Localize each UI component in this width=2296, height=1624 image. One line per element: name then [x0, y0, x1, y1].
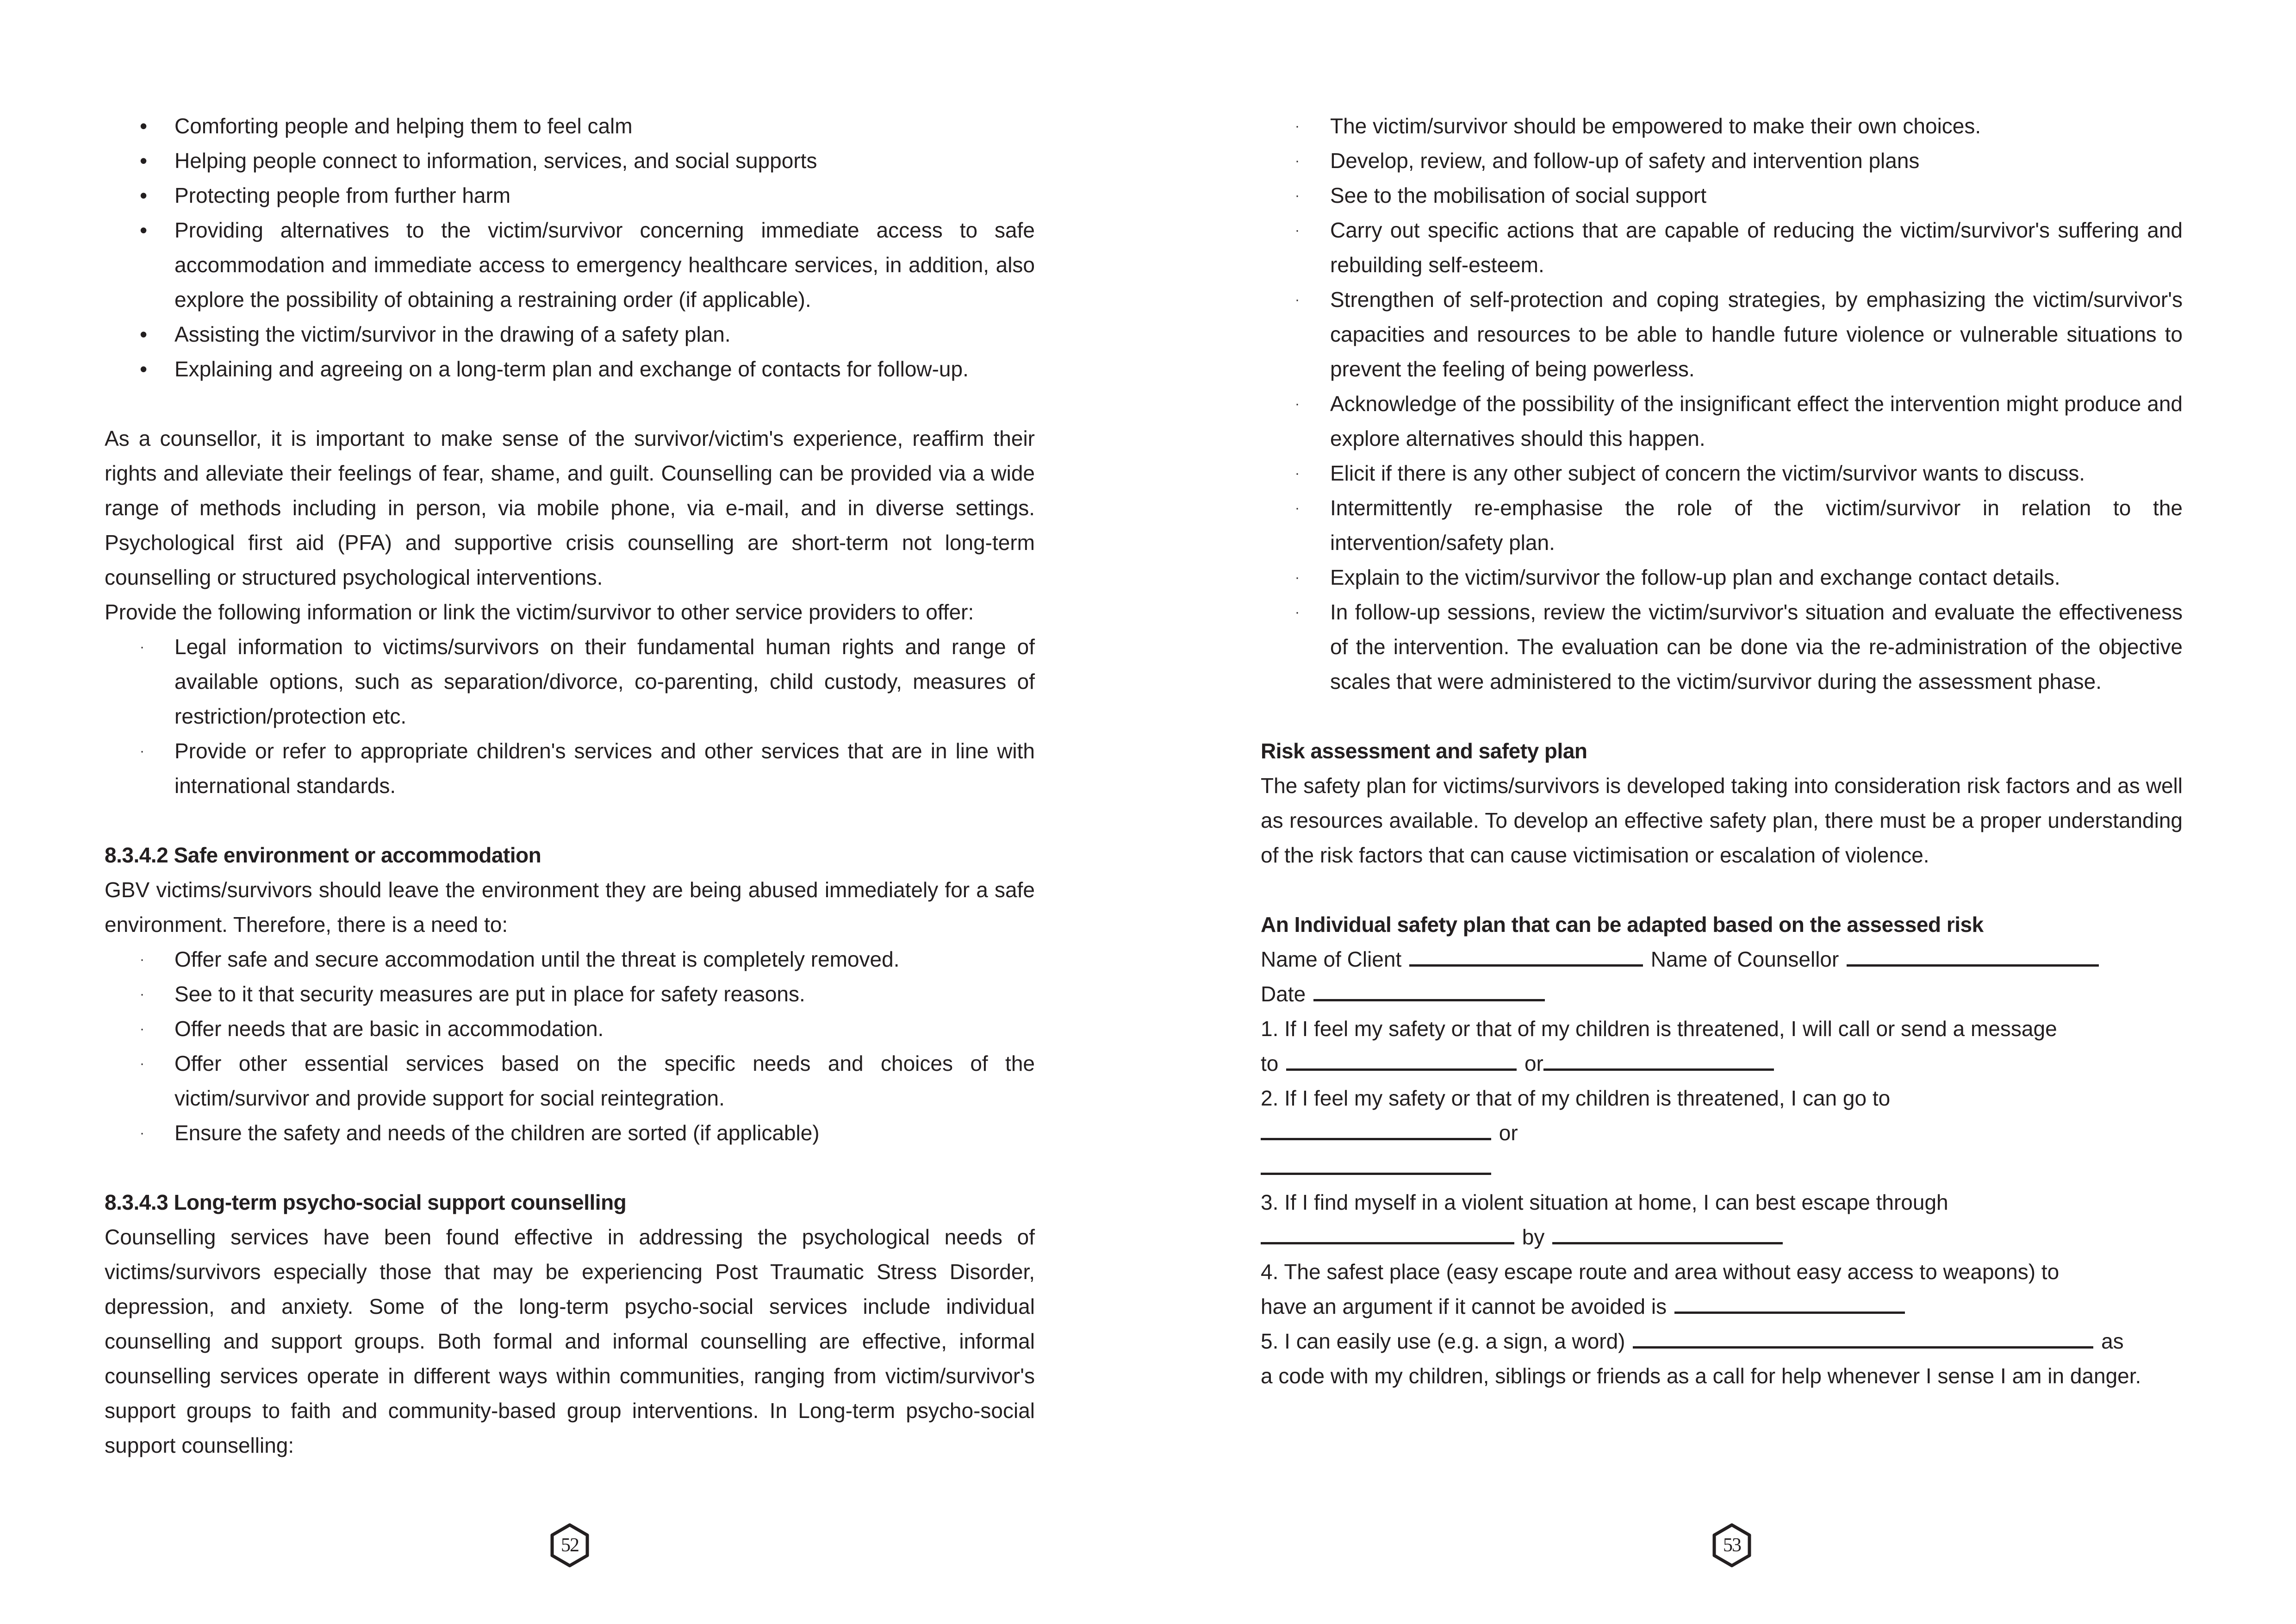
bullet-icon: · — [140, 639, 144, 655]
name-of-counsellor-label: Name of Counsellor — [1650, 947, 1839, 971]
list-item: · Ensure the safety and needs of the children are sorted (if applicable) — [105, 1116, 1035, 1150]
page-number: 52 — [561, 1535, 579, 1556]
q2-place-field-2[interactable] — [1261, 1151, 1491, 1175]
bullet-icon: • — [140, 357, 148, 381]
question-4-answer-row: have an argument if it cannot be avoided is — [1261, 1289, 2183, 1324]
name-of-counsellor-field[interactable] — [1847, 943, 2099, 967]
list-item: · Offer needs that are basic in accommodation. — [105, 1012, 1035, 1046]
bullet-icon: • — [140, 149, 148, 173]
page-number: 53 — [1723, 1535, 1741, 1556]
list-item: • Providing alternatives to the victim/survivor concerning immediate access to safe accommodation and immediate access to emergency healthcare services, in addition, also explore the possibility of obtaining a restraining order (if applicable). — [105, 213, 1035, 317]
bullet-icon: • — [140, 183, 148, 207]
question-2-answer-row: or — [1261, 1116, 2183, 1150]
list-item: · The victim/survivor should be empowered to make their own choices. — [1261, 109, 2183, 144]
date-field[interactable] — [1313, 978, 1545, 1001]
counsellor-paragraph: As a counsellor, it is important to make sense of the survivor/victim's experience, reaffirm their rights and alleviate their feelings of fear, shame, and guilt. Counselling can be provided via a wide range of methods including in person, via mobile phone, via e-mail, and in diverse settings. Psychological first aid (PFA) and supportive crisis counselling are short-term not long-term counselling or structured psychological interventions. — [105, 426, 1035, 589]
q3-by-field[interactable] — [1552, 1221, 1783, 1244]
question-5-continuation: a code with my children, siblings or friends as a call for help whenever I sense I am in danger. — [1261, 1364, 2141, 1388]
name-of-client-field[interactable] — [1409, 943, 1643, 967]
section-heading-8343: 8.3.4.3 Long-term psycho-social support counselling — [105, 1190, 627, 1214]
bullet-icon: · — [140, 987, 144, 1002]
list-item: · Explain to the victim/survivor the follow-up plan and exchange contact details. — [1261, 560, 2183, 595]
bullet-icon: · — [140, 1021, 144, 1037]
bullet-icon: · — [140, 1056, 144, 1071]
bullet-icon: · — [1295, 570, 1300, 585]
bullet-icon: • — [140, 322, 148, 346]
list-item: · Offer safe and secure accommodation until the threat is completely removed. — [105, 942, 1035, 977]
q5-code-word-field[interactable] — [1633, 1325, 2093, 1349]
bullet-icon: · — [1295, 223, 1300, 238]
bullet-icon: · — [1295, 153, 1300, 169]
list-item: · Legal information to victims/survivors on their fundamental human rights and range of available options, such as separation/divorce, co-parenting, child custody, measures of restriction/protection etc. — [105, 630, 1035, 734]
question-3: 3. If I find myself in a violent situation at home, I can best escape through — [1261, 1190, 1948, 1214]
list-item: · Intermittently re-emphasise the role of the victim/survivor in relation to the intervention/safety plan. — [1261, 491, 2183, 560]
page-number-badge — [1712, 1523, 1751, 1568]
bullet-icon: · — [1295, 292, 1300, 307]
q2-place-field-1[interactable] — [1261, 1117, 1491, 1140]
list-item: · In follow-up sessions, review the victim/survivor's situation and evaluate the effectiveness of the intervention. The evaluation can be done via the re-administration of the objective scales that were administered to the victim/survivor during the assessment phase. — [1261, 595, 2183, 699]
left-page — [105, 0, 1035, 1624]
list-item: • Assisting the victim/survivor in the drawing of a safety plan. — [105, 317, 1035, 352]
q1-contact-field-1[interactable] — [1286, 1047, 1517, 1071]
list-item: • Explaining and agreeing on a long-term plan and exchange of contacts for follow-up. — [105, 352, 1035, 387]
bullet-icon: · — [1295, 396, 1300, 412]
bullet-icon: • — [140, 114, 148, 138]
right-column — [1261, 109, 2183, 1393]
list-item: · See to the mobilisation of social support — [1261, 178, 2183, 213]
page-number-badge — [550, 1523, 589, 1568]
safety-plan-heading: An Individual safety plan that can be adapted based on the assessed risk — [1261, 912, 1984, 937]
section-8342-list — [105, 942, 1035, 1150]
bullet-icon: · — [140, 743, 144, 759]
date-row — [1261, 977, 2183, 1012]
question-4: 4. The safest place (easy escape route and area without easy access to weapons) to — [1261, 1260, 2060, 1284]
bullet-icon: · — [140, 1125, 144, 1141]
question-3-answer-row: by — [1261, 1220, 2183, 1255]
list-item: • Helping people connect to information, services, and social supports — [105, 144, 1035, 178]
name-of-client-label: Name of Client — [1261, 947, 1402, 971]
bullet-icon: · — [140, 952, 144, 967]
q1-contact-field-2[interactable] — [1543, 1047, 1774, 1071]
bullet-icon: · — [1295, 500, 1300, 516]
list-item: · Offer other essential services based on the specific needs and choices of the victim/survivor and provide support for social reintegration. — [105, 1046, 1035, 1116]
intro-bullet-list — [105, 109, 1035, 387]
bullet-icon: • — [140, 218, 148, 242]
right-page — [1261, 0, 2183, 1624]
list-item: · Carry out specific actions that are capable of reducing the victim/survivor's suffering and rebuilding self-esteem. — [1261, 213, 2183, 282]
risk-assessment-heading: Risk assessment and safety plan — [1261, 739, 1587, 763]
question-1: 1. If I feel my safety or that of my children is threatened, I will call or send a message — [1261, 1017, 2057, 1041]
date-label: Date — [1261, 982, 1306, 1006]
question-1-answer-row: to or — [1261, 1046, 2183, 1081]
list-item: · Elicit if there is any other subject of concern the victim/survivor wants to discuss. — [1261, 456, 2183, 491]
question-2-answer-row-2 — [1261, 1150, 2183, 1185]
list-item: • Comforting people and helping them to feel calm — [105, 109, 1035, 144]
name-fields-row — [1261, 942, 2183, 977]
counselling-actions-list — [1261, 109, 2183, 699]
question-2: 2. If I feel my safety or that of my children is threatened, I can go to — [1261, 1086, 1891, 1110]
provide-list — [105, 630, 1035, 803]
question-5-row: 5. I can easily use (e.g. a sign, a word) as — [1261, 1324, 2183, 1359]
bullet-icon: · — [1295, 605, 1300, 620]
bullet-icon: · — [1295, 188, 1300, 203]
list-item: · Acknowledge of the possibility of the insignificant effect the intervention might produce and explore alternatives should this happen. — [1261, 387, 2183, 456]
list-item: · Strengthen of self-protection and coping strategies, by emphasizing the victim/survivor's capacities and resources to be able to handle future violence or vulnerable situations to prevent the feeling of being powerless. — [1261, 282, 2183, 387]
risk-assessment-body: The safety plan for victims/survivors is developed taking into consideration risk factors and as well as resources available. To develop an effective safety plan, there must be a proper understanding of the risk factors that can cause victimisation or escalation of violence. — [1261, 774, 2183, 867]
bullet-icon: · — [1295, 119, 1300, 134]
section-8343-body: Counselling services have been found effective in addressing the psychological needs of victims/survivors especially those that may be experiencing Post Traumatic Stress Disorder, depression, and anxiety. Some of the long-term psycho-social services include individual counselling and support groups. Both formal and informal counselling are effective, informal counselling services operate in different ways within communities, ranging from victim/survivor's support groups to faith and community-based group interventions. In Long-term psycho-social support counselling: — [105, 1225, 1035, 1457]
section-8342-intro: GBV victims/survivors should leave the environment they are being abused immediately for a safe environment. Therefore, there is a need to: — [105, 878, 1035, 937]
list-item: · Develop, review, and follow-up of safety and intervention plans — [1261, 144, 2183, 178]
provide-paragraph: Provide the following information or link the victim/survivor to other service providers to offer: — [105, 600, 974, 624]
list-item: • Protecting people from further harm — [105, 178, 1035, 213]
q4-safest-place-field[interactable] — [1674, 1290, 1905, 1314]
left-column — [105, 109, 1035, 1463]
q3-escape-field[interactable] — [1261, 1221, 1514, 1244]
list-item: · See to it that security measures are put in place for safety reasons. — [105, 977, 1035, 1012]
section-heading-8342: 8.3.4.2 Safe environment or accommodation — [105, 843, 541, 867]
list-item: · Provide or refer to appropriate children's services and other services that are in line with international standards. — [105, 734, 1035, 803]
bullet-icon: · — [1295, 466, 1300, 481]
